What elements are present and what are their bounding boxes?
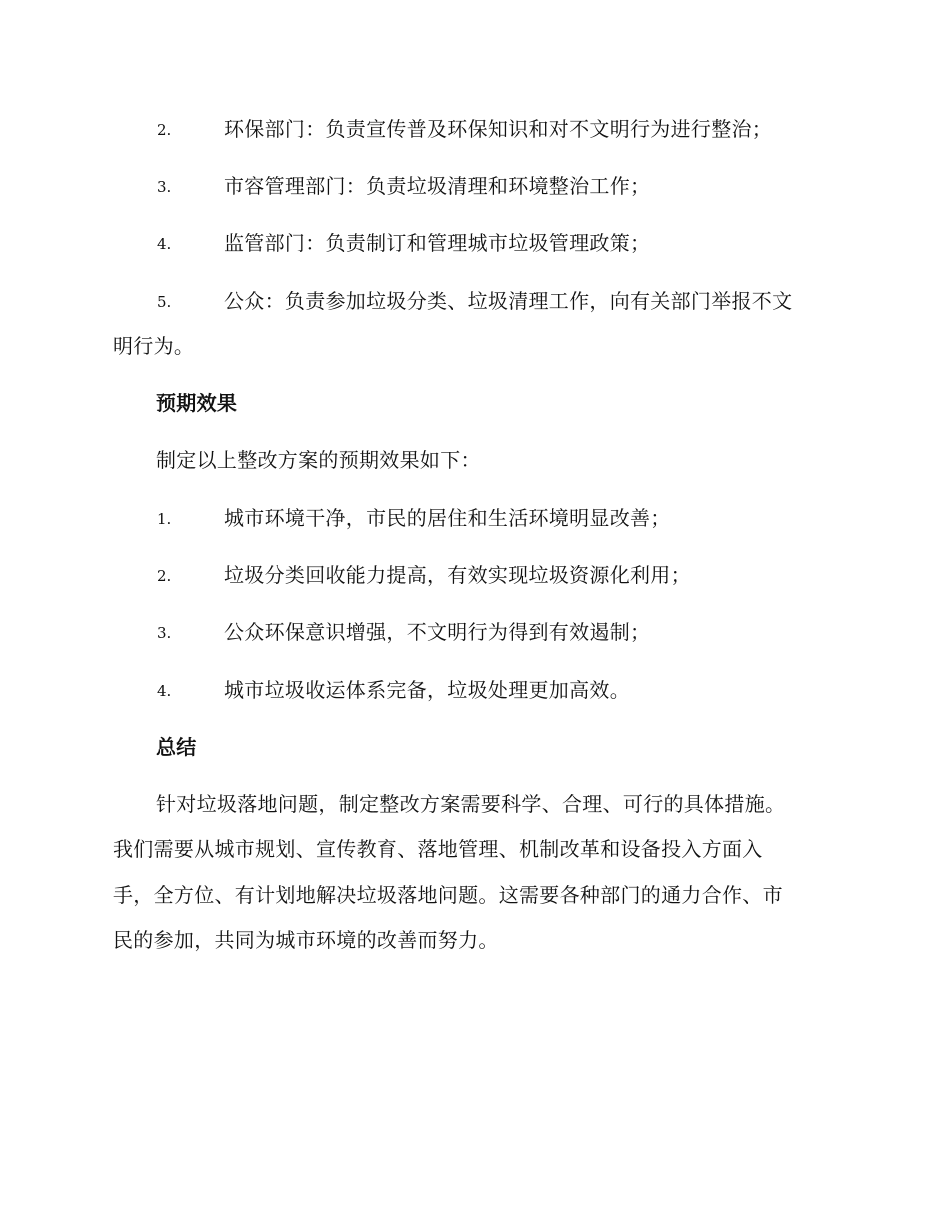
section-heading-summary: 总结 [156, 735, 197, 759]
list-item-text: 监管部门：负责制订和管理城市垃圾管理政策； [224, 231, 651, 255]
list-number: 3. [157, 624, 172, 642]
summary-line: 手，全方位、有计划地解决垃圾落地问题。这需要各种部门的通力合作、市 [113, 883, 783, 907]
list-item-text: 公众：负责参加垃圾分类、垃圾清理工作，向有关部门举报不文 [224, 289, 793, 313]
list-item-text: 城市环境干净，市民的居住和生活环境明显改善； [224, 506, 671, 530]
list-item-text: 市容管理部门：负责垃圾清理和环境整治工作； [224, 174, 651, 198]
list-number: 4. [157, 682, 172, 700]
summary-line: 民的参加，共同为城市环境的改善而努力。 [113, 928, 499, 952]
section-heading-expected: 预期效果 [156, 391, 238, 415]
list-item-text: 城市垃圾收运体系完备，垃圾处理更加高效。 [224, 678, 630, 702]
list-number: 3. [157, 178, 172, 196]
list-number: 1. [157, 510, 172, 528]
list-item-text: 垃圾分类回收能力提高，有效实现垃圾资源化利用； [224, 563, 691, 587]
list-number: 2. [157, 121, 172, 139]
list-item-text: 环保部门：负责宣传普及环保知识和对不文明行为进行整治； [224, 117, 773, 141]
section-intro: 制定以上整改方案的预期效果如下： [156, 448, 481, 472]
summary-line: 针对垃圾落地问题，制定整改方案需要科学、合理、可行的具体措施。 [156, 792, 786, 816]
list-number: 4. [157, 235, 172, 253]
list-item-continuation: 明行为。 [113, 334, 195, 358]
list-number: 2. [157, 567, 172, 585]
summary-line: 我们需要从城市规划、宣传教育、落地管理、机制改革和设备投入方面入 [113, 837, 763, 861]
list-item-text: 公众环保意识增强，不文明行为得到有效遏制； [224, 620, 651, 644]
list-number: 5. [157, 293, 172, 311]
